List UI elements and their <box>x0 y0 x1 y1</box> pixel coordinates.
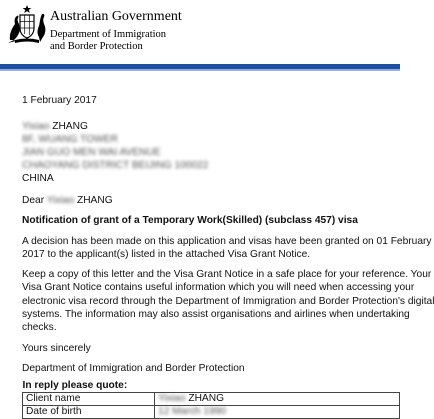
paragraph-keep-copy <box>22 268 434 334</box>
letter-subject: Notification of grant of a Temporary Work(Skilled) (subclass 457) visa <box>22 215 358 226</box>
client-family-name: ZHANG <box>188 393 224 404</box>
government-title: Australian Government <box>50 9 182 24</box>
row-label: Client name <box>23 393 155 406</box>
row-value <box>155 393 400 406</box>
row-value <box>155 406 400 419</box>
paragraph-line: A decision has been made on this application and visas have been granted on 01 February <box>22 236 432 247</box>
coat-of-arms-icon <box>6 4 48 44</box>
paragraph-line: Keep a copy of this letter and the Visa Grant Notice in a safe place for your reference. Your <box>22 269 432 280</box>
department-name-line1: Department of Immigration <box>50 29 167 40</box>
paragraph-line: electronic visa record through the Department of Immigration and Border Protection's digital <box>22 295 434 307</box>
paragraph-line: 2017 to the applicant(s) listed in the attached Visa Grant Notice. <box>22 249 311 261</box>
row-label: Date of birth <box>23 406 155 419</box>
letter-date: 1 February 2017 <box>22 95 97 106</box>
letterhead <box>0 0 400 64</box>
salutation-given-name: Yixiao <box>46 195 75 206</box>
salutation-prefix: Dear <box>22 195 45 206</box>
paragraph-decision <box>22 235 432 262</box>
paragraph-line: Visa Grant Notice contains useful information which you will need when accessing your <box>22 282 415 294</box>
table-row <box>23 406 400 419</box>
address-family-name: ZHANG <box>52 121 88 132</box>
address-line3: JIAN GUO MEN WAI AVENUE <box>22 147 161 158</box>
paragraph-line: checks. <box>22 322 57 334</box>
client-given-name: Yixiao <box>158 393 186 404</box>
salutation-family-name: ZHANG <box>76 195 113 206</box>
letter-signature: Department of Immigration and Border Protection <box>22 363 245 374</box>
address-country: CHINA <box>22 173 54 184</box>
salutation <box>22 194 113 207</box>
table-row <box>23 380 400 393</box>
department-name-line2: and Border Protection <box>50 41 143 52</box>
address-given-name: Yixiao <box>22 121 50 132</box>
address-line4: CHAOYANG DISTRICT BEIJING 100022 <box>22 160 209 171</box>
header-rule-accent <box>0 69 400 71</box>
reply-heading: In reply please quote: <box>22 380 128 391</box>
letter-closing: Yours sincerely <box>22 343 91 354</box>
table-row <box>23 393 400 406</box>
address-name <box>22 120 88 133</box>
address-line2: 8F, WUANG TOWER <box>22 134 118 145</box>
paragraph-line: systems. The information may also assist organisations and airlines when undertaking <box>22 308 410 320</box>
date-of-birth-value: 12 March 1990 <box>158 406 227 417</box>
reply-quote-table <box>22 380 400 419</box>
